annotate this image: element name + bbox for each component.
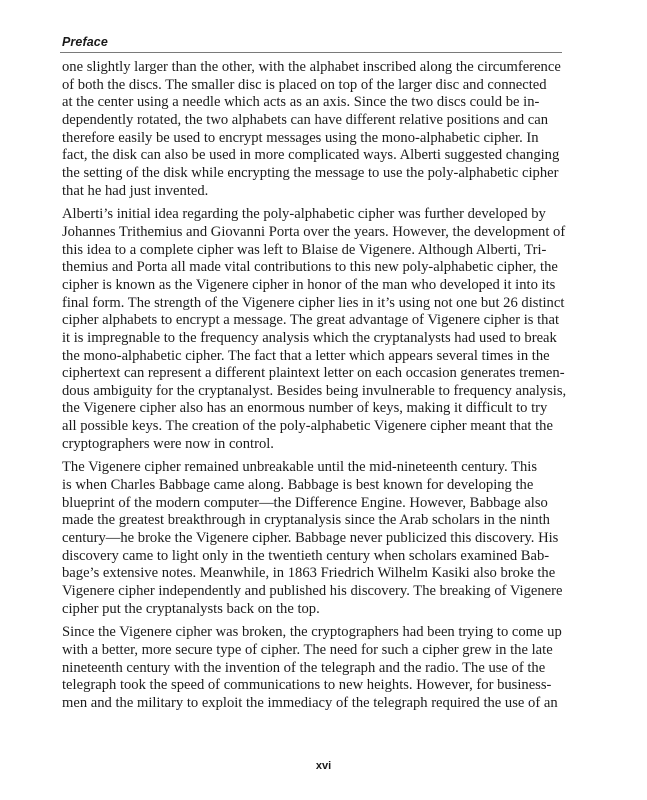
- text-line: therefore easily be used to encrypt messages using the mono-alphabetic cipher. In: [62, 129, 539, 146]
- text-line: dous ambiguity for the cryptanalyst. Besides being invulnerable to frequency analysis,: [62, 382, 567, 399]
- text-line: dependently rotated, the two alphabets can have different relative positions and can: [62, 111, 549, 128]
- text-line: cipher put the cryptanalysts back on the top.: [62, 600, 320, 617]
- text-line: men and the military to exploit the immediacy of the telegraph required the use of an: [62, 694, 558, 711]
- text-line: the setting of the disk while encrypting the message to use the poly-alphabetic cipher: [62, 164, 559, 181]
- text-line: cipher alphabets to encrypt a message. The great advantage of Vigenere cipher is that: [62, 312, 559, 329]
- text-line: Alberti’s initial idea regarding the poly-alphabetic cipher was further developed by: [62, 206, 546, 223]
- text-line: final form. The strength of the Vigenere cipher lies in it’s using not one but 26 distinct: [62, 294, 565, 311]
- paragraph-2: [62, 206, 567, 453]
- text-line: blueprint of the modern computer—the Difference Engine. However, Babbage also: [62, 494, 548, 511]
- text-line: bage’s extensive notes. Meanwhile, in 1863 Friedrich Wilhelm Kasiki also broke the: [62, 565, 556, 582]
- text-line: at the center using a needle which acts as an axis. Since the two discs could be in-: [62, 94, 540, 111]
- text-line: telegraph took the speed of communications to new heights. However, for business-: [62, 677, 552, 694]
- header-rule: [60, 52, 562, 53]
- paragraph-4: [62, 624, 562, 712]
- text-line: cipher is known as the Vigenere cipher in honor of the man who developed it into its: [62, 276, 556, 293]
- text-line: Vigenere cipher independently and published his discovery. The breaking of Vigenere: [62, 583, 563, 600]
- text-line: The Vigenere cipher remained unbreakable until the mid-nineteenth century. This: [62, 459, 538, 476]
- text-line: with a better, more secure type of cipher. The need for such a cipher grew in the late: [62, 642, 553, 658]
- text-line: Since the Vigenere cipher was broken, the cryptographers had been trying to come up: [62, 624, 562, 641]
- text-line: nineteenth century with the invention of the telegraph and the radio. The use of the: [62, 659, 546, 676]
- text-line: it is impregnable to the frequency analysis which the cryptanalysts had used to break: [62, 329, 557, 346]
- text-line: that he had just invented.: [62, 182, 209, 199]
- page-number: xvi: [315, 760, 332, 772]
- text-line: Johannes Trithemius and Giovanni Porta over the years. However, the development of: [62, 223, 566, 240]
- text-line: is when Charles Babbage came along. Babbage is best known for developing the: [62, 477, 534, 494]
- text-line: century—he broke the Vigenere cipher. Babbage never publicized this discovery. His: [62, 530, 559, 547]
- running-head: Preface: [62, 35, 108, 49]
- text-line: ciphertext can represent a different plaintext letter on each occasion generates tremen-: [62, 365, 565, 382]
- paragraph-1: [62, 59, 562, 200]
- text-line: fact, the disk can also be used in more complicated ways. Alberti suggested changing: [62, 147, 560, 164]
- text-line: discovery came to light only in the twentieth century when scholars examined Bab-: [62, 547, 550, 564]
- text-line: the Vigenere cipher also has an enormous number of keys, making it difficult to try: [62, 400, 548, 417]
- text-line: cryptographers were now in control.: [62, 435, 274, 452]
- text-line: one slightly larger than the other, with the alphabet inscribed along the circumference: [62, 59, 561, 75]
- text-line: of both the discs. The smaller disc is placed on top of the larger disc and connected: [62, 76, 547, 93]
- text-line: made the greatest breakthrough in cryptanalysis since the Arab scholars in the ninth: [62, 512, 550, 529]
- text-line: themius and Porta all made vital contributions to this new poly-alphabetic cipher, the: [62, 259, 558, 276]
- text-line: this idea to a complete cipher was left to Blaise de Vigenere. Although Alberti, Tri-: [62, 241, 547, 258]
- paragraph-3: [62, 459, 562, 618]
- text-line: the mono-alphabetic cipher. The fact that a letter which appears several times in the: [62, 347, 550, 364]
- body-text: [62, 59, 567, 719]
- text-line: all possible keys. The creation of the poly-alphabetic Vigenere cipher meant that the: [62, 418, 553, 435]
